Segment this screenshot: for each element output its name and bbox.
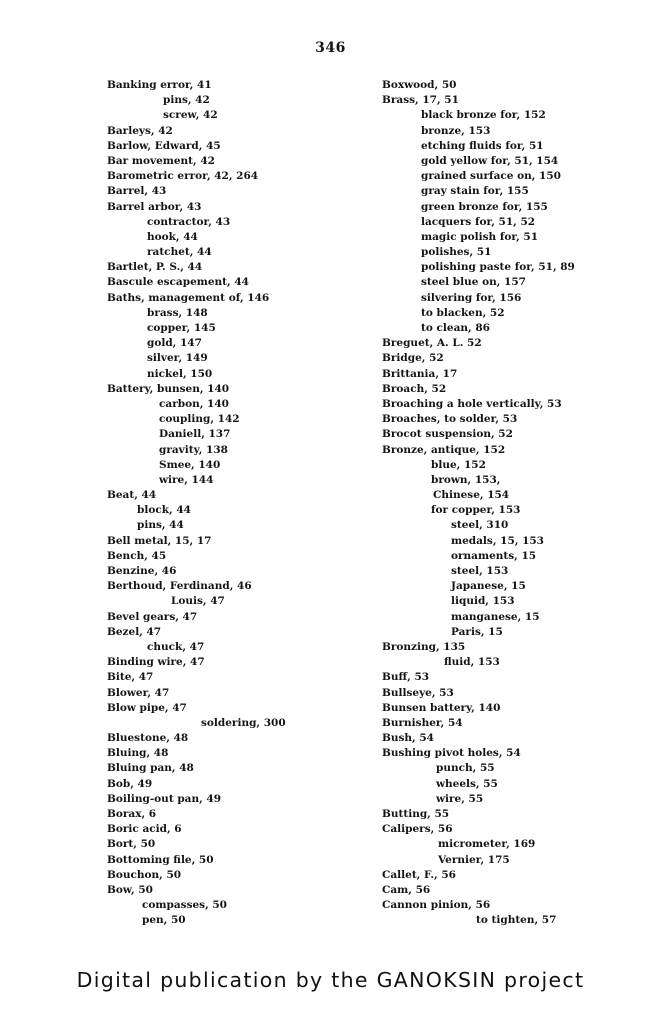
index-entry: Buff, 53 [382,671,430,684]
index-subentry: bronze, 153 [421,124,491,137]
index-subentry: magic polish for, 51 [421,230,539,243]
index-subentry: grained surface on, 150 [421,170,561,183]
index-subentry: steel blue on, 157 [421,276,526,289]
index-subentry: wire, 55 [436,792,484,805]
index-subentry: hook, 44 [147,230,198,243]
index-entry: Bouchon, 50 [107,868,182,881]
index-entry: Banking error, 41 [107,79,212,91]
index-subentry: nickel, 150 [147,367,213,380]
index-subentry: pins, 44 [137,519,184,532]
index-subentry: Daniell, 137 [159,428,231,441]
index-subentry: polishes, 51 [421,246,492,259]
index-subentry: gray stain for, 155 [421,185,529,198]
index-subentry: copper, 145 [147,322,216,334]
index-entry: Broaching a hole vertically, 53 [382,397,562,410]
index-entry: Burnisher, 54 [382,716,463,729]
index-subentry: liquid, 153 [451,595,515,608]
index-subentry: Paris, 15 [451,625,503,638]
index-subentry: ratchet, 44 [147,246,212,259]
index-subentry: to tighten, 57 [476,914,557,927]
index-entry: Barleys, 42 [107,124,173,137]
index-subentry: chuck, 47 [147,640,205,653]
index-entry: Brocot suspension, 52 [382,428,513,441]
index-entry: Bascule escapement, 44 [107,276,249,289]
index-subentry: Chinese, 154 [433,489,510,502]
index-subentry: brass, 148 [147,306,208,319]
index-entry: Bunsen battery, 140 [382,701,501,714]
index-subentry: micrometer, 169 [438,838,536,851]
index-entry: Binding wire, 47 [107,656,205,669]
index-subentry: etching fluids for, 51 [421,139,544,152]
index-subentry: wire, 144 [159,473,214,486]
index-subentry: pen, 50 [142,914,186,927]
index-subentry: coupling, 142 [159,413,240,426]
index-entry: Barrel arbor, 43 [107,200,202,213]
index-subentry: fluid, 153 [444,656,500,669]
index-entry: Butting, 55 [382,808,450,820]
index-entry: Bar movement, 42 [107,154,215,167]
index-entry: Bush, 54 [382,732,434,745]
page-number: 346 [315,40,346,56]
index-subentry: carbon, 140 [159,397,229,410]
index-subentry: screw, 42 [163,109,218,122]
index-subentry: gravity, 138 [159,443,228,456]
index-subentry: blue, 152 [431,458,486,471]
index-entry: Boxwood, 50 [382,79,457,91]
index-subentry: medals, 15, 153 [451,534,544,547]
index-entry: Benzine, 46 [107,565,177,577]
index-column-right [382,78,575,929]
index-entry: Bronzing, 135 [382,640,466,653]
index-entry: Barometric error, 42, 264 [107,170,259,183]
index-entry: Bob, 49 [107,777,153,790]
index-entry: Bell metal, 15, 17 [107,534,212,547]
index-entry: Barrel, 43 [107,185,167,198]
index-entry: Bow, 50 [107,883,153,896]
index-entry: Blow pipe, 47 [107,701,187,714]
index-subentry: black bronze for, 152 [421,109,546,122]
index-subentry: polishing paste for, 51, 89 [421,261,575,274]
index-entry: Bort, 50 [107,838,156,851]
index-entry: Bluing, 48 [107,747,169,760]
index-entry: Callet, F., 56 [382,868,456,881]
index-entry: Borax, 6 [107,808,157,820]
index-entry: Bronze, antique, 152 [382,443,506,456]
index-subentry: Vernier, 175 [438,853,510,866]
index-subentry: Louis, 47 [171,595,225,608]
index-entry: Brass, 17, 51 [382,94,459,107]
index-entry: Broach, 52 [382,382,447,395]
index-subentry: steel, 153 [451,565,509,577]
index-subentry: brown, 153, [431,473,501,486]
index-subentry: contractor, 43 [147,215,231,228]
index-subentry: gold, 147 [147,337,202,350]
index-entry: Blower, 47 [107,686,170,699]
index-subentry: silver, 149 [147,352,208,365]
index-subentry: manganese, 15 [451,610,540,623]
index-entry: Boric acid, 6 [107,823,182,836]
index-column-left [107,78,286,929]
index-subentry: Smee, 140 [159,458,221,471]
index-entry: Bullseye, 53 [382,686,454,699]
index-entry: Beat, 44 [107,489,157,502]
index-entry: Bluing pan, 48 [107,762,194,775]
index-entry: Battery, bunsen, 140 [107,382,230,395]
index-entry: Bench, 45 [107,549,167,562]
index-entry: Bushing pivot holes, 54 [382,747,521,760]
index-subentry: lacquers for, 51, 52 [421,215,536,228]
index-subentry: soldering, 300 [201,716,286,729]
index-subentry: to blacken, 52 [421,306,505,319]
index-subentry: ornaments, 15 [451,549,537,562]
index-subentry: Japanese, 15 [451,580,526,593]
index-entry: Bluestone, 48 [107,732,189,745]
index-entry: Brittania, 17 [382,367,458,380]
index-subentry: for copper, 153 [431,504,521,517]
index-entry: Berthoud, Ferdinand, 46 [107,580,252,593]
index-entry: Cam, 56 [382,883,431,896]
index-subentry: gold yellow for, 51, 154 [421,154,559,167]
index-subentry: to clean, 86 [421,322,490,334]
index-entry: Baths, management of, 146 [107,291,270,304]
index-entry: Bartlet, P. S., 44 [107,261,203,274]
index-subentry: wheels, 55 [436,777,498,790]
index-entry: Bevel gears, 47 [107,610,198,623]
index-subentry: green bronze for, 155 [421,200,548,213]
index-entry: Barlow, Edward, 45 [107,139,221,152]
index-entry: Bridge, 52 [382,352,444,365]
index-entry: Broaches, to solder, 53 [382,413,518,426]
index-subentry: silvering for, 156 [421,291,522,304]
footer-credit: Digital publication by the GANOKSIN project [76,968,585,992]
index-entry: Bite, 47 [107,671,154,684]
index-entry: Cannon pinion, 56 [382,899,491,912]
index-entry: Calipers, 56 [382,823,453,836]
index-subentry: pins, 42 [163,94,210,107]
index-subentry: compasses, 50 [142,899,227,912]
index-subentry: punch, 55 [436,762,495,775]
index-entry: Boiling-out pan, 49 [107,792,222,805]
index-subentry: steel, 310 [451,519,509,532]
index-entry: Bezel, 47 [107,625,162,638]
index-subentry: block, 44 [137,504,191,517]
index-entry: Bottoming file, 50 [107,853,214,866]
index-entry: Breguet, A. L. 52 [382,337,482,350]
